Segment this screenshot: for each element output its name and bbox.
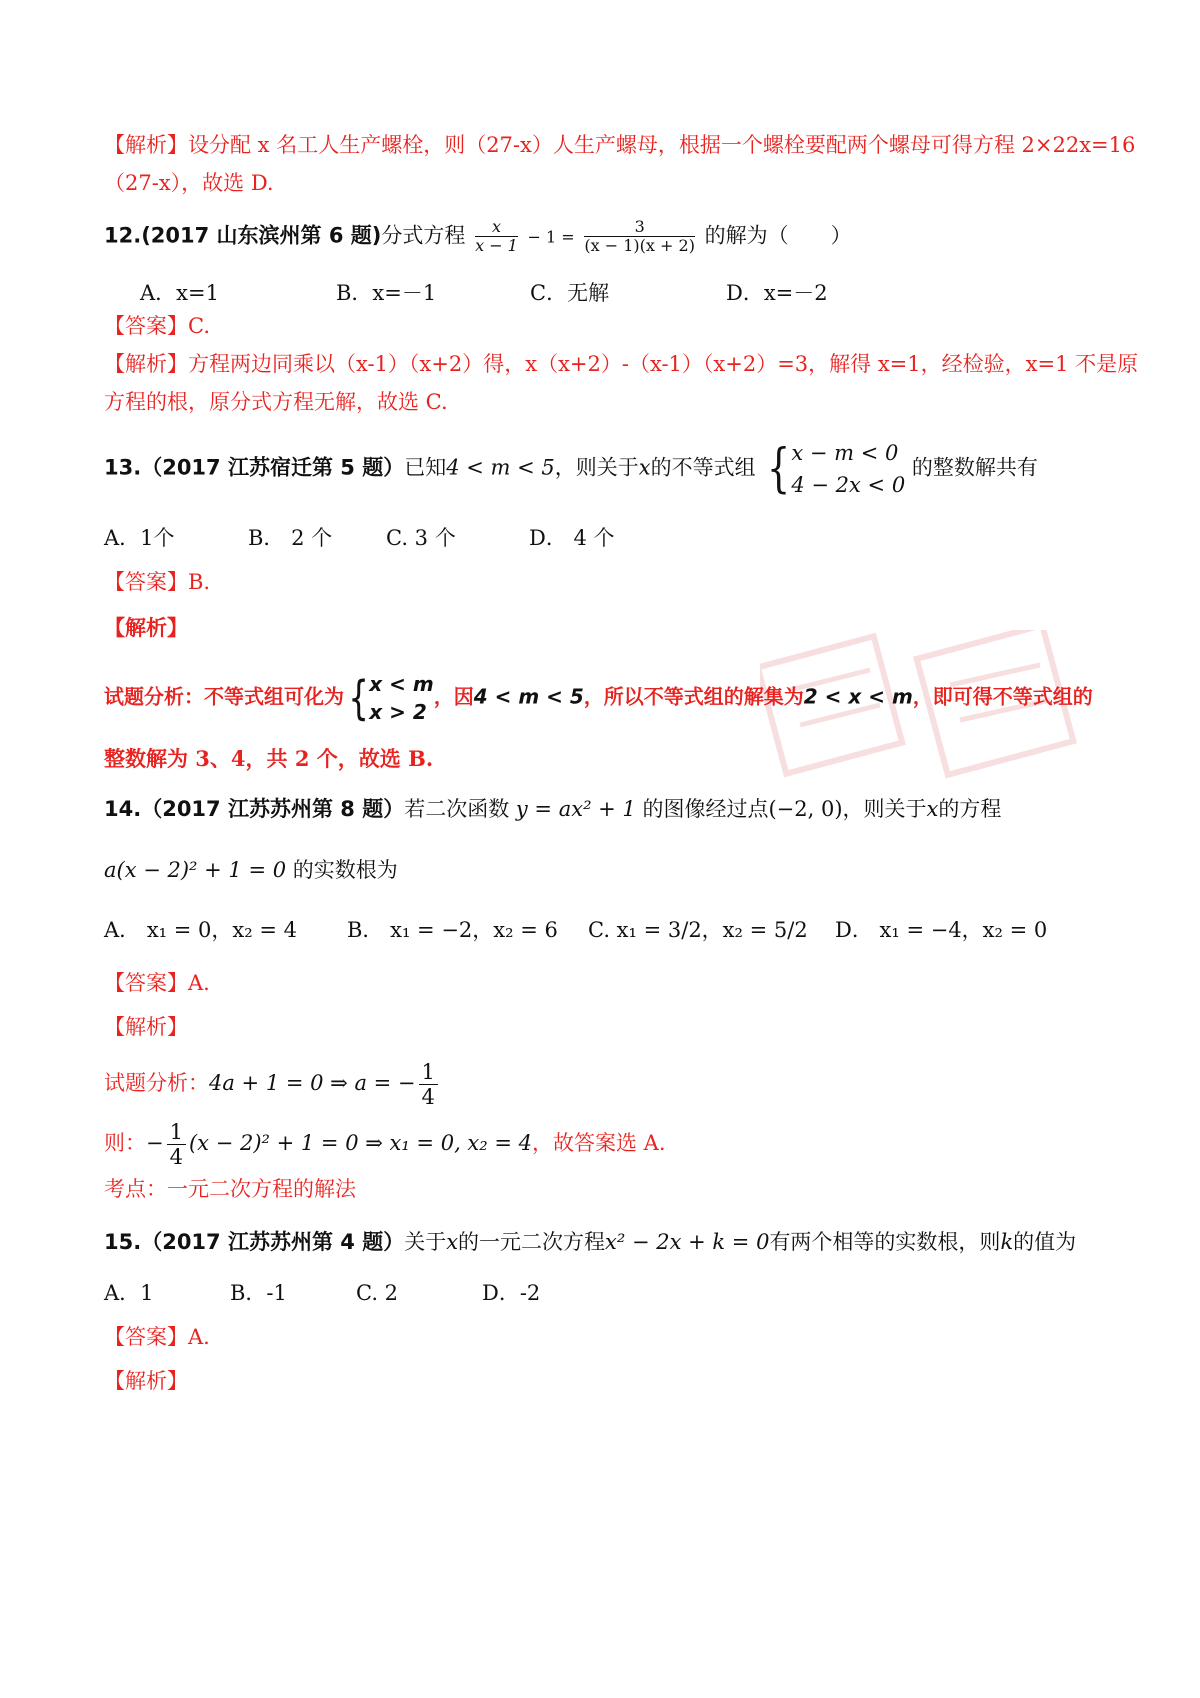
inequality-system: x − m < 0 4 − 2x < 0 (791, 441, 906, 497)
analysis-expr: 4a + 1 = 0 ⇒ a = − (209, 1071, 416, 1096)
question-source: （2017 江苏宿迁第 5 题） (141, 455, 405, 480)
answer-tag: 【答案】 (104, 971, 188, 995)
analysis-prefix: 试题分析： (104, 1071, 209, 1096)
fraction-quarter: $\frac{1}{4}$ (167, 1120, 186, 1169)
fraction-quarter: $\frac{1}{4}$ (419, 1060, 438, 1109)
variable: x (638, 455, 651, 480)
q13-option-d: D． 4 个 (529, 526, 615, 550)
q14-option-b: B． x₁ = −2，x₂ = 6 (347, 918, 558, 942)
q12-option-c: C．无解 (530, 281, 610, 305)
q13-analysis-tag: 【解析】 (104, 615, 188, 640)
stem-a: 关于 (404, 1230, 447, 1254)
stem-b: ，则关于 (554, 455, 639, 480)
q14-kaodian: 考点：一元二次方程的解法 (104, 1177, 356, 1201)
condition: 4 < m < 5 (446, 455, 555, 480)
answer-tag: 【答案】 (104, 1325, 188, 1349)
equation: x² − 2x + k = 0 (605, 1230, 770, 1254)
q14-analysis-tag: 【解析】 (104, 1015, 188, 1039)
q13-answer (104, 567, 210, 597)
q15-option-d: D．-2 (482, 1281, 541, 1305)
fraction-2: $\frac{3}{(x - 1)(x + 2)}$ (584, 217, 695, 256)
answer-tag: 【答案】 (104, 570, 188, 594)
question-number: 13. (104, 455, 142, 480)
q12-analysis-line2: 方程的根，原分式方程无解，故选 C. (104, 390, 448, 414)
q12-option-a: A．x=1 (140, 281, 219, 305)
q13-analysis-line1 (104, 670, 1093, 726)
analysis-prefix: 试题分析：不等式组可化为 (104, 684, 344, 709)
q14-analysis-line2: 则：− $\frac{1}{4}$ (x − 2)² + 1 = 0 ⇒ x₁ = 0, x₂ = 4，故答案选 A. (104, 1120, 666, 1170)
analysis-tag: 【解析】 (104, 352, 188, 376)
solution-set: 2 < x < m (803, 684, 913, 709)
q14-answer (104, 968, 210, 998)
stem-d: 的值为 (1013, 1230, 1077, 1254)
answer-value: A. (188, 1325, 210, 1349)
question-source: (2017 山东滨州第 6 题) (141, 223, 382, 248)
question-source: （2017 江苏苏州第 8 题） (141, 797, 405, 821)
analysis-mid1: ，因 (433, 684, 474, 709)
analysis-text: 方程两边同乘以（x-1）（x+2）得，x（x+2）-（x-1）（x+2）=3，解得 x=1，经检验，x=1 不是原 (188, 352, 1139, 376)
stem-c: 有两个相等的实数根，则 (769, 1230, 1001, 1254)
condition: 4 < m < 5 (473, 684, 584, 709)
q13-option-c: C. 3 个 (386, 526, 456, 550)
q15-answer (104, 1322, 210, 1352)
q15-analysis-tag: 【解析】 (104, 1369, 188, 1393)
stem-e: 的实数根为 (292, 858, 398, 882)
q13-analysis-line2: 整数解为 3、4，共 2 个，故选 B. (104, 746, 434, 771)
q12-option-b: B．x=－1 (336, 281, 437, 305)
variable-k: k (1000, 1230, 1014, 1254)
answer-tag: 【答案】 (104, 314, 188, 338)
stem-d: 的方程 (938, 797, 1002, 821)
system-brace: { (348, 671, 369, 725)
q14-option-c: C. x₁ = 3/2，x₂ = 5/2 (588, 918, 808, 942)
q13-stem (104, 437, 1038, 501)
variable: x (926, 797, 939, 821)
q12-stem (104, 218, 852, 256)
answer-value: C. (188, 314, 210, 338)
analysis-suffix: ，故答案选 A. (532, 1131, 666, 1156)
q15-option-b: B．-1 (230, 1281, 287, 1305)
q13-option-a: A．1个 (104, 526, 175, 550)
system-brace: { (767, 439, 791, 499)
q14-analysis-line1 (104, 1060, 441, 1109)
q15-option-a: A．1 (104, 1281, 154, 1305)
stem-c: 的不等式组 (650, 455, 756, 480)
q14-stem-line2 (104, 855, 398, 885)
stem-d: 的整数解共有 (911, 455, 1038, 480)
question-number: 14. (104, 797, 142, 821)
q12-answer (104, 311, 210, 341)
q13-option-b: B． 2 个 (248, 526, 333, 550)
stem-b: 的一元二次方程 (458, 1230, 606, 1254)
answer-value: A. (188, 971, 210, 995)
q11-analysis-line2: （27-x），故选 D. (104, 171, 274, 195)
question-number: 15. (104, 1230, 142, 1254)
q15-stem (104, 1227, 1076, 1257)
fraction-1: $\frac{x}{x - 1}$ (475, 217, 518, 256)
variable: x (446, 1230, 459, 1254)
question-number: 12. (104, 223, 142, 248)
stem-a: 已知 (404, 455, 447, 480)
equation: a(x − 2)² + 1 = 0 (104, 858, 287, 882)
analysis-mid3: ，即可得不等式组的 (912, 684, 1093, 709)
q14-option-d: D． x₁ = −4，x₂ = 0 (835, 918, 1048, 942)
q11-analysis-line1 (104, 130, 1135, 160)
q12-analysis-line1 (104, 349, 1138, 379)
analysis-text: 设分配 x 名工人生产螺栓，则（27-x）人生产螺母，根据一个螺栓要配两个螺母可得方程 2×22x=16 (188, 133, 1136, 157)
question-source: （2017 江苏苏州第 4 题） (141, 1230, 405, 1254)
stem-b: 的图像经过点 (642, 797, 769, 821)
stem-c: ，则关于 (842, 797, 927, 821)
answer-value: B. (188, 570, 211, 594)
q12-option-d: D．x=－2 (726, 281, 828, 305)
q14-option-a: A． x₁ = 0，x₂ = 4 (104, 918, 297, 942)
minus-one: − 1 = (527, 227, 575, 247)
analysis-tag: 【解析】 (104, 133, 188, 157)
analysis-expr: (x − 2)² + 1 = 0 ⇒ x₁ = 0, x₂ = 4 (188, 1131, 532, 1156)
analysis-mid2: ，所以不等式组的解集为 (583, 684, 804, 709)
quadratic-function: y = ax² + 1 (515, 797, 636, 821)
point: (−2, 0) (768, 797, 843, 821)
stem-prefix: 分式方程 (381, 223, 466, 248)
stem-a: 若二次函数 (404, 797, 510, 821)
q14-stem-line1 (104, 794, 1001, 824)
stem-suffix: 的解为（ ） (704, 223, 852, 248)
q15-option-c: C. 2 (356, 1281, 399, 1305)
reduced-system: x < m x > 2 (369, 672, 434, 724)
analysis-prefix: 则： (104, 1131, 146, 1156)
